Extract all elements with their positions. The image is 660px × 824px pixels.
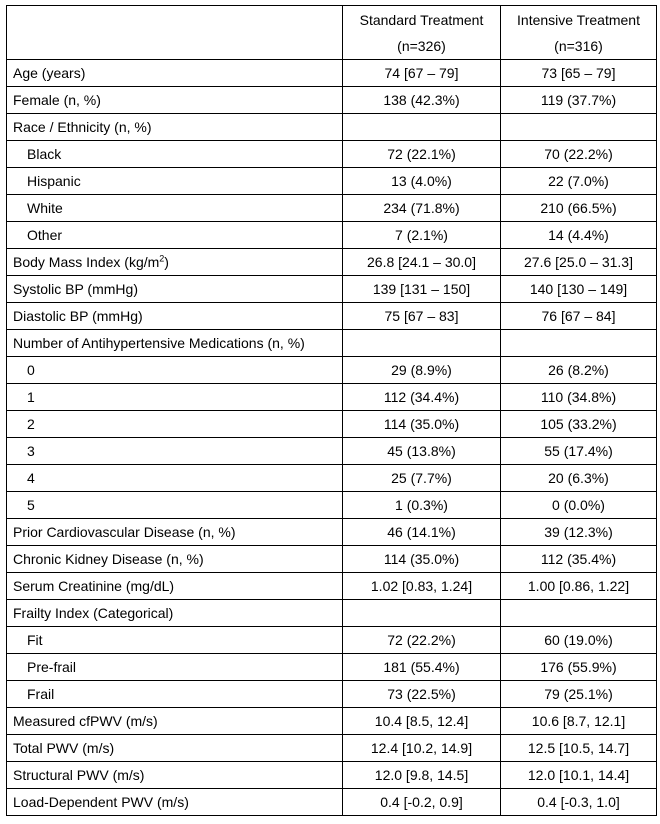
standard-value: 72 (22.1%) xyxy=(343,141,501,168)
standard-value: 73 (22.5%) xyxy=(343,681,501,708)
standard-value: 12.0 [9.8, 14.5] xyxy=(343,762,501,789)
section-label: Number of Antihypertensive Medications (n, %) xyxy=(7,330,343,357)
row-label: 2 xyxy=(7,411,343,438)
intensive-value: 55 (17.4%) xyxy=(501,438,657,465)
table-row xyxy=(7,141,657,168)
row-label-bmi xyxy=(7,249,343,276)
intensive-value: 112 (35.4%) xyxy=(501,546,657,573)
intensive-value: 73 [65 – 79] xyxy=(501,60,657,87)
table-row xyxy=(7,276,657,303)
intensive-value: 39 (12.3%) xyxy=(501,519,657,546)
header-standard-treatment xyxy=(343,6,501,60)
row-label: Total PWV (m/s) xyxy=(7,735,343,762)
standard-value xyxy=(343,330,501,357)
intensive-value: 1.00 [0.86, 1.22] xyxy=(501,573,657,600)
standard-value: 234 (71.8%) xyxy=(343,195,501,222)
standard-value: 181 (55.4%) xyxy=(343,654,501,681)
table-row xyxy=(7,411,657,438)
standard-value: 26.8 [24.1 – 30.0] xyxy=(343,249,501,276)
baseline-characteristics-table xyxy=(6,5,657,816)
header-blank-cell xyxy=(7,6,343,60)
intensive-value: 70 (22.2%) xyxy=(501,141,657,168)
standard-value: 72 (22.2%) xyxy=(343,627,501,654)
table-row xyxy=(7,195,657,222)
intensive-value xyxy=(501,600,657,627)
bmi-label-superscript: 2 xyxy=(159,253,165,264)
row-label: Age (years) xyxy=(7,60,343,87)
intensive-value: 0.4 [-0.3, 1.0] xyxy=(501,789,657,816)
table-row xyxy=(7,546,657,573)
table-row xyxy=(7,357,657,384)
bmi-label-text: Body Mass Index (kg/m xyxy=(13,254,160,270)
row-label: Systolic BP (mmHg) xyxy=(7,276,343,303)
section-label: Frailty Index (Categorical) xyxy=(7,600,343,627)
row-label: Hispanic xyxy=(7,168,343,195)
standard-value: 1 (0.3%) xyxy=(343,492,501,519)
standard-value: 10.4 [8.5, 12.4] xyxy=(343,708,501,735)
row-label: Female (n, %) xyxy=(7,87,343,114)
row-label: Frail xyxy=(7,681,343,708)
row-label: 0 xyxy=(7,357,343,384)
standard-value: 0.4 [-0.2, 0.9] xyxy=(343,789,501,816)
standard-value: 12.4 [10.2, 14.9] xyxy=(343,735,501,762)
section-label: Race / Ethnicity (n, %) xyxy=(7,114,343,141)
standard-treatment-n: (n=326) xyxy=(397,37,446,54)
intensive-value: 210 (66.5%) xyxy=(501,195,657,222)
row-label: 1 xyxy=(7,384,343,411)
row-label: White xyxy=(7,195,343,222)
table-row xyxy=(7,249,657,276)
row-label: 5 xyxy=(7,492,343,519)
row-label: Serum Creatinine (mg/dL) xyxy=(7,573,343,600)
table-row xyxy=(7,492,657,519)
standard-value xyxy=(343,600,501,627)
table-row xyxy=(7,708,657,735)
bmi-label-tail: ) xyxy=(164,254,169,270)
intensive-value: 26 (8.2%) xyxy=(501,357,657,384)
intensive-value: 22 (7.0%) xyxy=(501,168,657,195)
intensive-treatment-label: Intensive Treatment xyxy=(517,11,640,28)
table-row xyxy=(7,573,657,600)
standard-value: 75 [67 – 83] xyxy=(343,303,501,330)
row-label: Prior Cardiovascular Disease (n, %) xyxy=(7,519,343,546)
table-row xyxy=(7,60,657,87)
table-row xyxy=(7,222,657,249)
intensive-value: 20 (6.3%) xyxy=(501,465,657,492)
table-row-section xyxy=(7,330,657,357)
table-row xyxy=(7,627,657,654)
intensive-value: 76 [67 – 84] xyxy=(501,303,657,330)
table-row xyxy=(7,654,657,681)
standard-value: 138 (42.3%) xyxy=(343,87,501,114)
table-row xyxy=(7,384,657,411)
standard-value: 1.02 [0.83, 1.24] xyxy=(343,573,501,600)
intensive-value: 10.6 [8.7, 12.1] xyxy=(501,708,657,735)
intensive-value: 0 (0.0%) xyxy=(501,492,657,519)
row-label: 3 xyxy=(7,438,343,465)
standard-value: 74 [67 – 79] xyxy=(343,60,501,87)
intensive-treatment-n: (n=316) xyxy=(554,37,603,54)
intensive-value: 60 (19.0%) xyxy=(501,627,657,654)
intensive-value xyxy=(501,114,657,141)
intensive-value: 14 (4.4%) xyxy=(501,222,657,249)
intensive-value: 110 (34.8%) xyxy=(501,384,657,411)
table-row xyxy=(7,168,657,195)
table-row xyxy=(7,438,657,465)
row-label: Measured cfPWV (m/s) xyxy=(7,708,343,735)
table-row-section xyxy=(7,114,657,141)
table-row xyxy=(7,519,657,546)
intensive-value: 12.0 [10.1, 14.4] xyxy=(501,762,657,789)
intensive-value: 105 (33.2%) xyxy=(501,411,657,438)
row-label: Chronic Kidney Disease (n, %) xyxy=(7,546,343,573)
table-row xyxy=(7,762,657,789)
intensive-value: 176 (55.9%) xyxy=(501,654,657,681)
table-row xyxy=(7,789,657,816)
intensive-value: 79 (25.1%) xyxy=(501,681,657,708)
table-row-section xyxy=(7,600,657,627)
table-header-row xyxy=(7,6,657,60)
intensive-value: 12.5 [10.5, 14.7] xyxy=(501,735,657,762)
standard-value: 114 (35.0%) xyxy=(343,546,501,573)
intensive-value: 140 [130 – 149] xyxy=(501,276,657,303)
standard-treatment-label: Standard Treatment xyxy=(359,11,484,28)
standard-value: 45 (13.8%) xyxy=(343,438,501,465)
standard-value: 25 (7.7%) xyxy=(343,465,501,492)
row-label: Diastolic BP (mmHg) xyxy=(7,303,343,330)
table-row xyxy=(7,303,657,330)
row-label: Structural PWV (m/s) xyxy=(7,762,343,789)
row-label: Pre-frail xyxy=(7,654,343,681)
standard-value: 112 (34.4%) xyxy=(343,384,501,411)
standard-value: 29 (8.9%) xyxy=(343,357,501,384)
intensive-value: 119 (37.7%) xyxy=(501,87,657,114)
table-row xyxy=(7,87,657,114)
table-row xyxy=(7,735,657,762)
row-label: Black xyxy=(7,141,343,168)
standard-value: 7 (2.1%) xyxy=(343,222,501,249)
table-row xyxy=(7,465,657,492)
standard-value: 46 (14.1%) xyxy=(343,519,501,546)
row-label: 4 xyxy=(7,465,343,492)
intensive-value: 27.6 [25.0 – 31.3] xyxy=(501,249,657,276)
table-row xyxy=(7,681,657,708)
row-label: Fit xyxy=(7,627,343,654)
header-intensive-treatment xyxy=(501,6,657,60)
standard-value: 114 (35.0%) xyxy=(343,411,501,438)
standard-value xyxy=(343,114,501,141)
standard-value: 13 (4.0%) xyxy=(343,168,501,195)
row-label: Load-Dependent PWV (m/s) xyxy=(7,789,343,816)
standard-value: 139 [131 – 150] xyxy=(343,276,501,303)
intensive-value xyxy=(501,330,657,357)
row-label: Other xyxy=(7,222,343,249)
